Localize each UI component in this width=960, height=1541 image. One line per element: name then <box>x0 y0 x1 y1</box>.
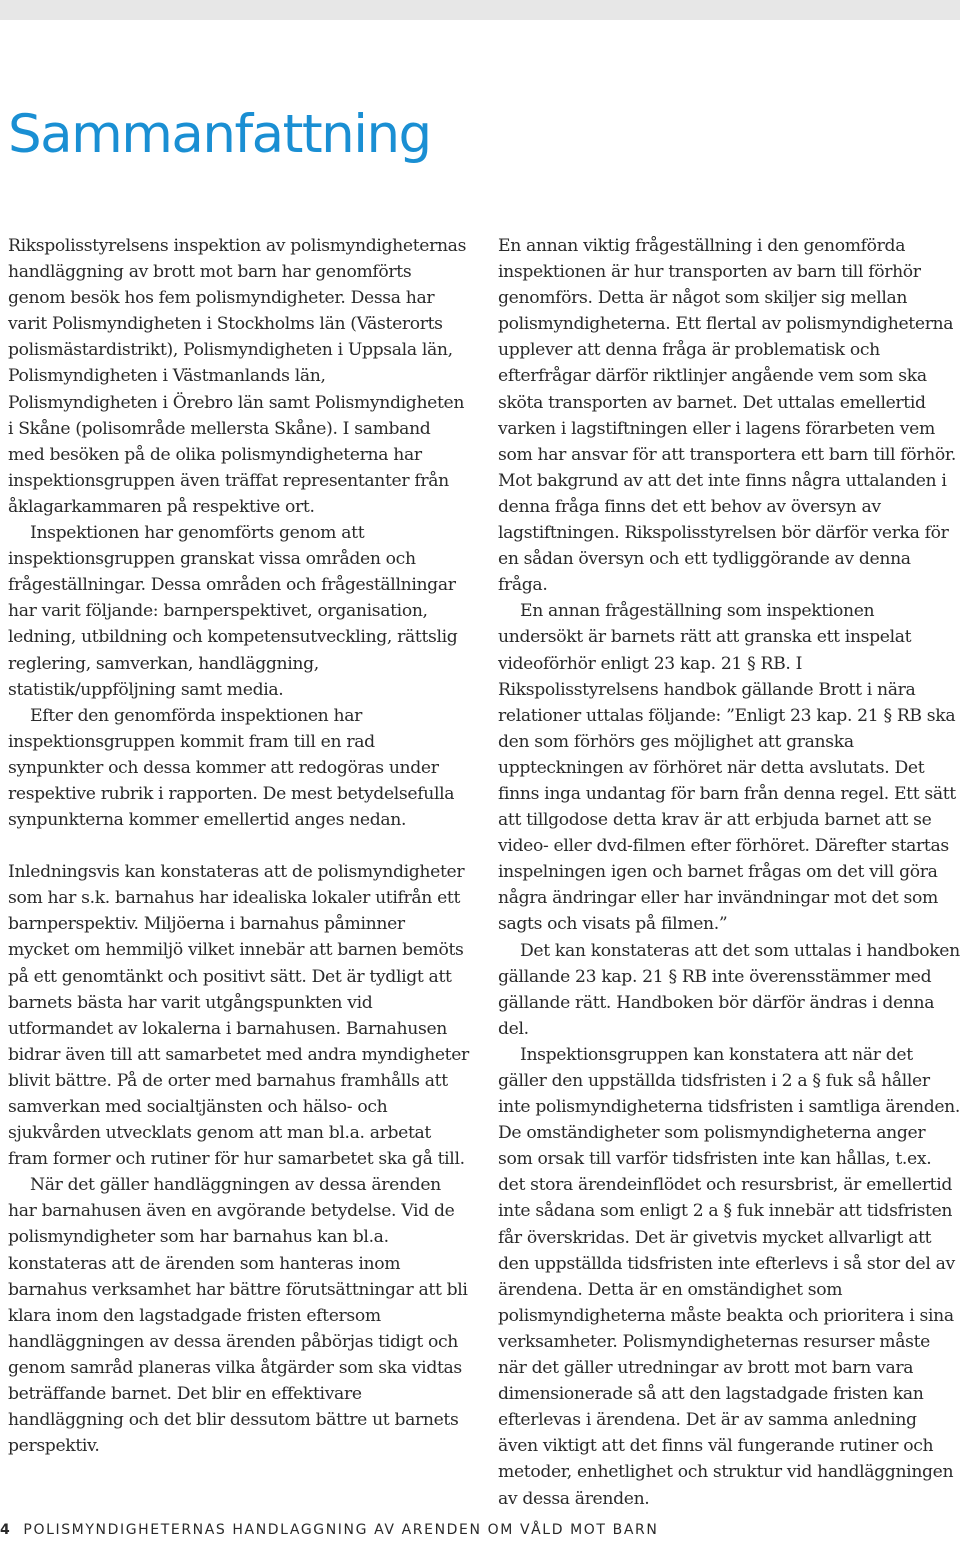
left-column <box>8 233 470 1459</box>
paragraph: Efter den genomförda inspektionen har inspektionsgruppen kommit fram till en rad synpunkter och dessa kommer att redogöras under respektive rubrik i rapporten. De mest betydelsefulla synpunkterna kommer emellertid anges nedan. <box>8 705 455 831</box>
paragraph: En annan viktig frågeställning i den genomförda inspektionen är hur transporten av barn till förhör genomförs. Detta är något som skiljer sig mellan polismyndigheterna. Ett flertal av polismyndigheterna upplever att denna fråga är problematisk och efterfrågar därför riktlinjer angående vem som ska sköta transporten av barnet. Det uttalas emellertid varken i lagstiftningen eller i lagens förarbeten vem som har ansvar för att transportera ett barn till förhör. Mot bakgrund av att det inte finns några uttalanden i denna fråga finns det ett behov av översyn av lagstiftningen. Rikspolisstyrelsen bör därför verka för en sådan översyn och ett tydliggörande av denna fråga. <box>498 236 956 596</box>
running-title: POLISMYNDIGHETERNAS HANDLAGGNING AV ARENDEN OM VÅLD MOT BARN <box>23 1522 659 1538</box>
right-column <box>498 233 960 1512</box>
paragraph: En annan frågeställning som inspektionen undersökt är barnets rätt att granska ett inspelat videoförhör enligt 23 kap. 21 § RB. I Rikspolisstyrelsens handbok gällande Brott i nära relationer uttalas följande: ”Enligt 23 kap. 21 § RB ska den som förhörs ges möjlighet att granska uppteckningen av förhöret när detta avslutats. Det finns inga undantag för barn från denna regel. Ett sätt att tillgodose detta krav är att erbjuda barnet att se video- eller dvd-filmen efter förhöret. Därefter startas inspelningen igen och barnet frågas om det vill göra några ändringar eller har invändningar mot det som sagts och visats på filmen.” <box>498 601 956 935</box>
paragraph: Rikspolisstyrelsens inspektion av polismyndigheternas handläggning av brott mot barn har genomförts genom besök hos fem polismyndigheter. Dessa har varit Polismyndigheten i Stockholms län (Västerorts polismästardistrikt), Polismyndigheten i Uppsala län, Polismyndigheten i Västmanlands län, Polismyndigheten i Örebro län samt Polismyndigheten i Skåne (polisområde mellersta Skåne). I samband med besöken på de olika polismyndigheterna har inspektionsgruppen även träffat representanter från åklagarkammaren på respektive ort. <box>8 236 467 517</box>
paragraph: Inspektionsgruppen kan konstatera att när det gäller den uppställda tidsfristen i 2 a § fuk så håller inte polismyndigheterna tidsfristen i samtliga ärenden. De omständigheter som polismyndigheterna anger som orsak till varför tidsfristen inte kan hållas, t.ex. det stora ärendeinflödet och resursbrist, är emellertid inte sådana som enligt 2 a § fuk innebär att tidsfristen får överskridas. Det är givetvis mycket allvarligt att den uppställda tidsfristen inte efterlevs i så stor del av ärendena. Detta är en omständighet som polismyndigheterna måste beakta och prioritera i sina verksamheter. Polismyndigheternas resurser måste när det gäller utredningar av brott mot barn vara dimensionerade så att den lagstadgade fristen kan efterlevas i ärendena. Det är av samma anledning även viktigt att det finns väl fungerande rutiner och metoder, enhetlighet och struktur vid handläggningen av dessa ärenden. <box>498 1044 960 1509</box>
paragraph: Inspektionen har genomförts genom att inspektionsgruppen granskat vissa områden och frågeställningar. Dessa områden och frågeställningar har varit följande: barnperspektivet, organisation, ledning, utbildning och kompetensutveckling, rättslig reglering, samverkan, handläggning, statistik/uppföljning samt media. <box>8 523 458 700</box>
paragraph: Det kan konstateras att det som uttalas i handboken gällande 23 kap. 21 § RB inte överensstämmer med gällande rätt. Handboken bör därför ändras i denna del. <box>498 940 960 1039</box>
page-footer <box>0 1522 658 1538</box>
paragraph: När det gäller handläggningen av dessa ärenden har barnahusen även en avgörande betydelse. Vid de polismyndigheter som har barnahus kan bl.a. konstateras att de ärenden som hanteras inom barnahus verksamhet har bättre förutsättningar att bli klara inom den lagstadgade fristen eftersom handläggningen av dessa ärenden påbörjas tidigt och genom samråd planeras vilka åtgärder som ska vidtas beträffande barnet. Det blir en effektivare handläggning och det blir dessutom bättre ut barnets perspektiv. <box>8 1175 468 1457</box>
paragraph: Inledningsvis kan konstateras att de polismyndigheter som har s.k. barnahus har idealiska lokaler utifrån ett barnperspektiv. Miljöerna i barnahus påminner mycket om hemmiljö vilket innebär att barnen bemöts på ett genomtänkt och positivt sätt. Det är tydligt att barnets bästa har varit utgångspunkten vid utformandet av lokalerna i barnahusen. Barnahusen bidrar även till att samarbetet med andra myndigheter blivit bättre. På de orter med barnahus framhålls att samverkan med socialtjänsten och hälso- och sjukvården utvecklats genom att man bl.a. arbetat fram former och rutiner för hur samarbetet ska gå till. <box>8 862 469 1170</box>
top-band <box>0 0 960 20</box>
page-title: Sammanfattning <box>8 104 431 165</box>
page-number: 4 <box>0 1522 12 1538</box>
